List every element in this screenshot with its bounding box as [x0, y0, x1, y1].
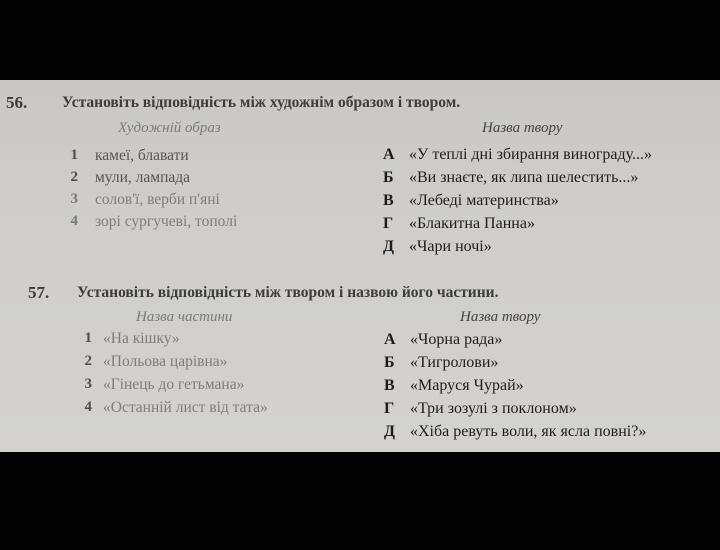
right-item-text: «Чорна рада» [410, 331, 503, 348]
right-item-letter: В [384, 377, 395, 394]
left-item-number: 4 [84, 399, 92, 415]
left-column-header: Художній образ [118, 120, 221, 136]
left-item-number: 2 [84, 353, 92, 369]
left-item-text: «Гінець до гетьмана» [103, 376, 245, 393]
left-item-text: «На кішку» [103, 330, 180, 347]
question-text: Установіть відповідність між твором і назвою його частини. [77, 284, 499, 301]
right-item-letter: Б [383, 169, 394, 186]
right-item-text: «Ви знаєте, як липа шелестить...» [409, 169, 639, 186]
right-item-letter: В [383, 192, 394, 209]
right-item-letter: Д [383, 238, 395, 255]
right-item-text: «Тигролови» [410, 354, 499, 371]
left-item-number: 2 [70, 169, 78, 185]
right-column-header: Назва твору [460, 309, 541, 325]
right-item-letter: Г [383, 215, 394, 232]
right-item-letter: Г [384, 400, 395, 417]
right-column-header: Назва твору [482, 120, 563, 136]
left-item-text: «Останній лист від тата» [103, 399, 268, 416]
question-text: Установіть відповідність між художнім образом і твором. [62, 94, 461, 111]
question-number: 56. [6, 93, 28, 112]
left-item-text: камеї, блавати [95, 147, 189, 164]
left-item-number: 1 [84, 330, 92, 346]
left-item-text: зорі сургучеві, тополі [95, 213, 238, 230]
left-item-text: мули, лампада [95, 169, 191, 186]
right-item-text: «У теплі дні збирання винограду...» [409, 146, 653, 163]
right-item-letter: А [383, 146, 395, 163]
right-item-text: «Три зозулі з поклоном» [410, 400, 577, 417]
left-column-header: Назва частини [136, 309, 233, 325]
left-item-text: «Польова царівна» [103, 353, 228, 370]
question-number: 57. [28, 283, 50, 302]
left-item-number: 1 [70, 147, 78, 163]
left-item-number: 3 [70, 191, 78, 207]
right-item-letter: А [384, 331, 396, 348]
page-sheet [0, 80, 720, 452]
left-item-number: 4 [70, 213, 78, 229]
right-item-text: «Блакитна Панна» [409, 215, 535, 232]
left-item-number: 3 [84, 376, 92, 392]
left-item-text: солов'ї, верби п'яні [95, 191, 220, 208]
right-item-letter: Д [384, 423, 396, 440]
right-item-text: «Хіба ревуть воли, як ясла повні?» [410, 423, 647, 440]
right-item-text: «Лебеді материнства» [409, 192, 559, 209]
right-item-letter: Б [384, 354, 395, 371]
right-item-text: «Чари ночі» [409, 238, 492, 255]
right-item-text: «Маруся Чурай» [410, 377, 524, 394]
